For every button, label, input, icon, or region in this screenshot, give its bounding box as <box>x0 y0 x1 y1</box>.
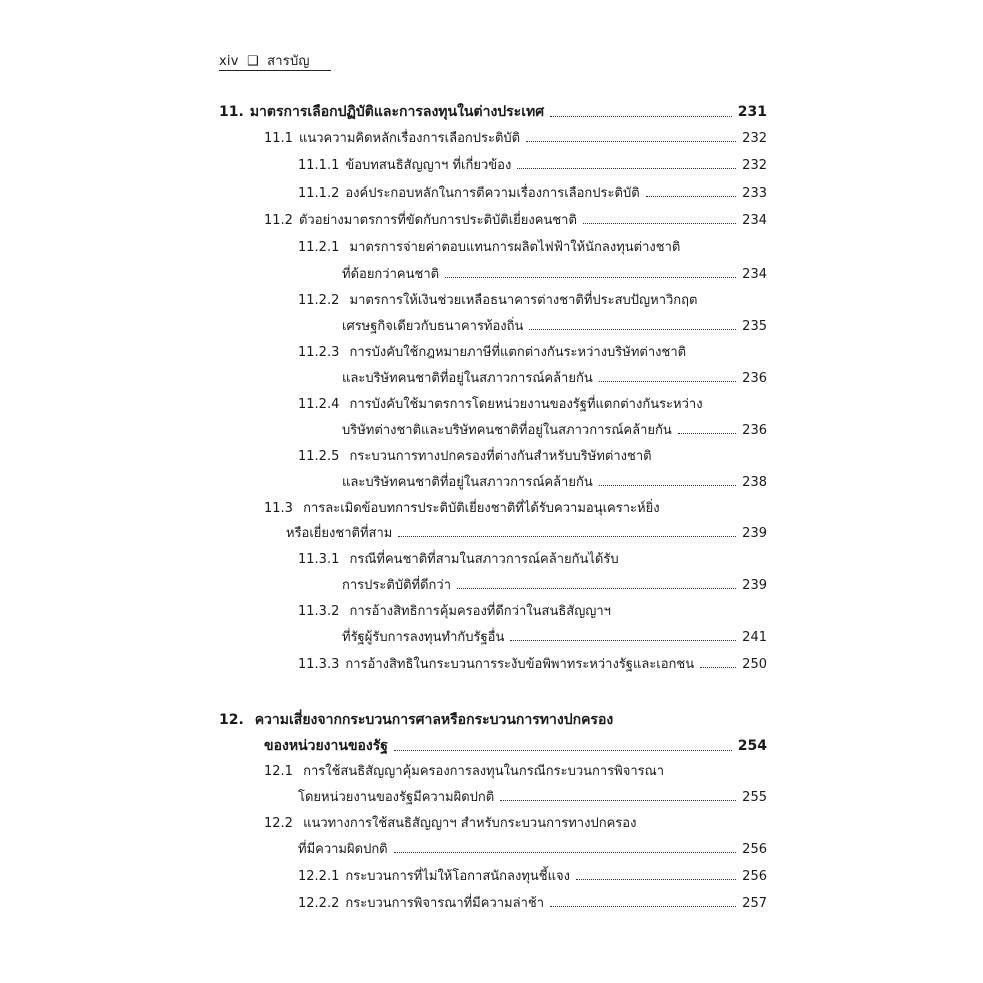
entry-title-cont: การประติบัติที่ดีกว่า <box>342 578 451 593</box>
dot-leader <box>550 116 732 117</box>
dot-leader <box>550 906 736 907</box>
page-number: 232 <box>742 158 767 173</box>
entry-title-cont: โดยหน่วยงานของรัฐมีความผิดปกติ <box>298 790 495 805</box>
page-number: 257 <box>742 896 767 911</box>
entry-title-cont: และบริษัทคนชาติที่อยู่ในสภาวการณ์คล้ายกัน <box>342 475 593 490</box>
toc-entry-12-2-line2[interactable] <box>298 838 767 859</box>
dot-leader <box>678 433 736 434</box>
entry-title-cont: ที่รัฐผู้รับการลงทุนทำกับรัฐอื่น <box>342 630 505 645</box>
toc-entry-11-1[interactable] <box>264 127 767 148</box>
toc-entry-11-2-4-line2[interactable] <box>342 419 767 440</box>
page-number: 256 <box>742 842 767 857</box>
dot-leader <box>646 196 737 197</box>
dot-leader <box>510 640 736 641</box>
running-head <box>219 50 310 71</box>
checkbox-glyph-icon: ❑ <box>246 54 259 69</box>
page-number: 236 <box>742 371 767 386</box>
page-number: 239 <box>742 526 767 541</box>
chapter-12-heading-line2[interactable] <box>264 735 767 757</box>
toc-entry-11-3-2-line1[interactable] <box>298 600 611 621</box>
entry-number: 11.3 <box>264 501 293 516</box>
entry-title: องค์ประกอบหลักในการตีความเรื่องการเลือกประติบัติ <box>345 186 640 201</box>
entry-number: 11.2.3 <box>298 345 340 360</box>
entry-title: การอ้างสิทธิการคุ้มครองที่ดีกว่าในสนธิสัญญาฯ <box>349 604 611 619</box>
toc-entry-11-1-1[interactable] <box>298 154 767 175</box>
dot-leader <box>457 588 736 589</box>
entry-title: การละเมิดข้อบทการประติบัติเยี่ยงชาติที่ได้รับความอนุเคราะห์ยิ่ง <box>303 501 660 516</box>
dot-leader <box>398 536 736 537</box>
entry-title: ข้อบทสนธิสัญญาฯ ที่เกี่ยวข้อง <box>345 158 512 173</box>
entry-title: แนวทางการใช้สนธิสัญญาฯ สำหรับกระบวนการทางปกครอง <box>303 816 637 831</box>
toc-entry-11-3-line1[interactable] <box>264 497 660 518</box>
dot-leader <box>526 141 736 142</box>
page-number: 231 <box>737 104 767 120</box>
entry-title: กรณีที่คนชาติที่สามในสภาวการณ์คล้ายกันได้รับ <box>349 552 619 567</box>
page-number: 239 <box>742 578 767 593</box>
entry-title: การใช้สนธิสัญญาคุ้มครองการลงทุนในกรณีกระบวนการพิจารณา <box>303 764 664 779</box>
toc-entry-12-2-line1[interactable] <box>264 812 636 833</box>
chapter-number: 12. <box>219 712 244 728</box>
entry-title: การบังคับใช้มาตรการโดยหน่วยงานของรัฐที่แตกต่างกันระหว่าง <box>349 397 703 412</box>
toc-entry-11-3-1-line1[interactable] <box>298 548 619 569</box>
page-number: 233 <box>742 186 767 201</box>
chapter-11-heading[interactable] <box>219 101 767 123</box>
toc-entry-12-1-line1[interactable] <box>264 760 664 781</box>
toc-entry-11-3-line2[interactable] <box>286 522 767 543</box>
dot-leader <box>394 852 737 853</box>
entry-title-cont: บริษัทต่างชาติและบริษัทคนชาติที่อยู่ในสภาวการณ์คล้ายกัน <box>342 423 672 438</box>
toc-entry-11-2-2-line1[interactable] <box>298 289 697 310</box>
toc-entry-11-2-5-line1[interactable] <box>298 445 652 466</box>
entry-number: 12.2 <box>264 816 293 831</box>
toc-entry-12-2-1[interactable] <box>298 865 767 886</box>
toc-entry-11-3-2-line2[interactable] <box>342 626 767 647</box>
entry-title: ตัวอย่างมาตรการที่ขัดกับการประติบัติเยี่ยงคนชาติ <box>298 213 577 228</box>
running-head-title: สารบัญ <box>267 54 310 69</box>
entry-title: การบังคับใช้กฎหมายภาษีที่แตกต่างกันระหว่างบริษัทต่างชาติ <box>349 345 687 360</box>
page-number: 234 <box>742 267 767 282</box>
page-number: 241 <box>742 630 767 645</box>
page-number: 255 <box>742 790 767 805</box>
page-number: 238 <box>742 475 767 490</box>
toc-entry-11-2-3-line2[interactable] <box>342 367 767 388</box>
dot-leader <box>517 168 736 169</box>
entry-title: กระบวนการที่ไม่ให้โอกาสนักลงทุนชี้แจง <box>345 869 570 884</box>
entry-number: 11.1 <box>264 131 293 146</box>
entry-title-cont: และบริษัทคนชาติที่อยู่ในสภาวการณ์คล้ายกัน <box>342 371 593 386</box>
dot-leader <box>700 667 736 668</box>
dot-leader <box>394 750 732 751</box>
dot-leader <box>529 329 736 330</box>
dot-leader <box>599 381 736 382</box>
chapter-title: มาตรการเลือกปฏิบัติและการลงทุนในต่างประเทศ <box>249 104 545 120</box>
entry-number: 11.1.1 <box>298 158 340 173</box>
entry-number: 11.1.2 <box>298 186 340 201</box>
entry-title-cont: หรือเยี่ยงชาติที่สาม <box>286 526 393 541</box>
page-number: 236 <box>742 423 767 438</box>
page-number: 232 <box>742 131 767 146</box>
chapter-number: 11. <box>219 104 244 120</box>
toc-entry-11-2-1-line2[interactable] <box>342 263 767 284</box>
entry-title: การอ้างสิทธิในกระบวนการระงับข้อพิพาทระหว่างรัฐและเอกชน <box>345 657 695 672</box>
toc-entry-11-2[interactable] <box>264 209 767 230</box>
header-rule <box>219 70 331 71</box>
dot-leader <box>583 223 736 224</box>
entry-number: 11.3.3 <box>298 657 340 672</box>
entry-number: 11.2.4 <box>298 397 340 412</box>
entry-number: 11.2.2 <box>298 293 340 308</box>
toc-entry-11-2-2-line2[interactable] <box>342 315 767 336</box>
page-number: 250 <box>742 657 767 672</box>
entry-number: 11.2 <box>264 213 293 228</box>
toc-entry-11-3-3[interactable] <box>298 653 767 674</box>
dot-leader <box>599 485 736 486</box>
chapter-12-heading-line1[interactable] <box>219 709 613 731</box>
entry-title-cont: ที่ด้อยกว่าคนชาติ <box>342 267 440 282</box>
entry-number: 11.2.1 <box>298 240 340 255</box>
entry-title-cont: ที่มีความผิดปกติ <box>298 842 388 857</box>
dot-leader <box>445 277 736 278</box>
entry-number: 11.3.1 <box>298 552 340 567</box>
toc-entry-11-3-1-line2[interactable] <box>342 574 767 595</box>
dot-leader <box>500 800 736 801</box>
page-number: 254 <box>737 738 767 754</box>
entry-title: แนวความคิดหลักเรื่องการเลือกประติบัติ <box>298 131 521 146</box>
entry-title: มาตรการจ่ายค่าตอบแทนการผลิตไฟฟ้าให้นักลงทุนต่างชาติ <box>349 240 681 255</box>
page-number: 234 <box>742 213 767 228</box>
entry-number: 12.2.1 <box>298 869 340 884</box>
entry-number: 11.3.2 <box>298 604 340 619</box>
entry-number: 12.2.2 <box>298 896 340 911</box>
toc-entry-11-2-1-line1[interactable] <box>298 236 680 257</box>
page-number: 256 <box>742 869 767 884</box>
toc-entry-11-2-5-line2[interactable] <box>342 471 767 492</box>
entry-title: กระบวนการทางปกครองที่ต่างกันสำหรับบริษัทต่างชาติ <box>349 449 652 464</box>
entry-number: 12.1 <box>264 764 293 779</box>
entry-title: มาตรการให้เงินช่วยเหลือธนาคารต่างชาติที่ประสบปัญหาวิกฤต <box>349 293 698 308</box>
toc-entry-12-2-2[interactable] <box>298 892 767 913</box>
toc-entry-11-1-2[interactable] <box>298 182 767 203</box>
chapter-title: ความเสี่ยงจากกระบวนการศาลหรือกระบวนการทางปกครอง <box>254 712 614 728</box>
entry-number: 11.2.5 <box>298 449 340 464</box>
toc-entry-11-2-4-line1[interactable] <box>298 393 703 414</box>
dot-leader <box>576 879 736 880</box>
entry-title: กระบวนการพิจารณาที่มีความล่าช้า <box>345 896 545 911</box>
chapter-title-cont: ของหน่วยงานของรัฐ <box>264 738 389 754</box>
page-number: 235 <box>742 319 767 334</box>
toc-entry-11-2-3-line1[interactable] <box>298 341 686 362</box>
page-number-roman: xiv <box>219 54 239 69</box>
entry-title-cont: เศรษฐกิจเดียวกับธนาคารท้องถิ่น <box>342 319 524 334</box>
toc-entry-12-1-line2[interactable] <box>298 786 767 807</box>
